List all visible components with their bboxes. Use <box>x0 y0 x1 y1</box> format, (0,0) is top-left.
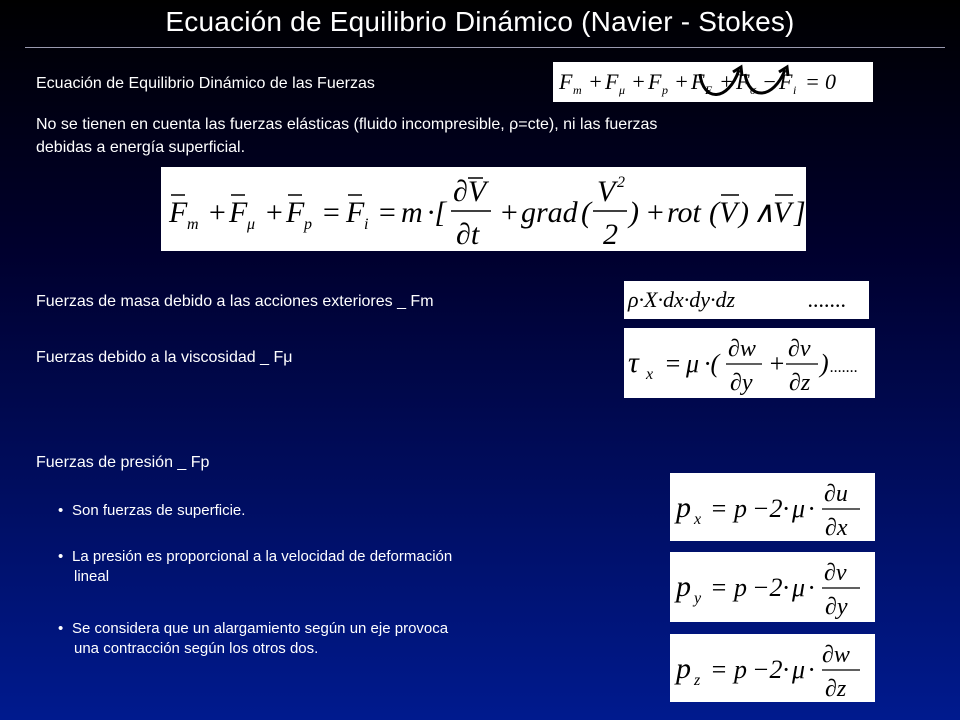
svg-text:F: F <box>559 69 573 94</box>
svg-text:·[: ·[ <box>427 196 447 229</box>
svg-text:μ: μ <box>792 655 806 684</box>
svg-text:): ) <box>739 196 749 229</box>
svg-text:+: + <box>588 69 603 94</box>
svg-text:+: + <box>207 196 228 229</box>
svg-text:−2·: −2· <box>752 655 790 684</box>
svg-text:+: + <box>674 69 689 94</box>
svg-text:p: p <box>734 494 747 523</box>
svg-text:): ) <box>629 196 639 229</box>
svg-text:F: F <box>346 196 365 229</box>
heading-equilibrio: Ecuación de Equilibrio Dinámico de las Fuerzas <box>36 75 375 92</box>
svg-text:]: ] <box>794 196 806 229</box>
svg-text:−2·: −2· <box>752 573 790 602</box>
svg-text:F: F <box>605 69 619 94</box>
bullet-dot-icon: • <box>58 502 64 519</box>
svg-text:ρ·X·dx·dy·dz: ρ·X·dx·dy·dz <box>628 287 736 312</box>
svg-text:+: + <box>631 69 646 94</box>
svg-text:μ: μ <box>686 349 700 378</box>
svg-text:p: p <box>734 655 747 684</box>
formula-presion-y <box>670 552 875 622</box>
svg-text:p: p <box>676 491 691 524</box>
svg-text:F: F <box>229 196 248 229</box>
svg-text:+: + <box>264 196 285 229</box>
svg-text:=: = <box>377 196 398 229</box>
bullet-text: Se considera que un alargamiento según un eje provoca <box>72 620 449 637</box>
svg-text:x: x <box>646 366 654 383</box>
formula-navier-stokes <box>161 167 806 251</box>
svg-text:·: · <box>808 573 815 602</box>
svg-text:F: F <box>779 69 793 94</box>
svg-text:∂u: ∂u <box>824 481 848 507</box>
svg-text:V: V <box>597 175 616 208</box>
svg-text:2: 2 <box>617 174 625 191</box>
note-line-2: debidas a energía superficial. <box>36 139 246 156</box>
svg-text:m: m <box>573 83 582 97</box>
slide-title: Ecuación de Equilibrio Dinámico (Navier - Stokes) <box>165 6 795 37</box>
label-fuerzas-viscosidad: Fuerzas debido a la viscosidad _ Fμ <box>36 349 293 366</box>
svg-text:.......: ....... <box>808 287 847 312</box>
svg-text:grad: grad <box>521 196 578 229</box>
svg-text:−2·: −2· <box>752 494 790 523</box>
svg-text:∂z: ∂z <box>789 370 811 396</box>
svg-text:F: F <box>691 69 705 94</box>
svg-text:=: = <box>710 655 728 684</box>
svg-text:∂w: ∂w <box>728 336 756 362</box>
bullet-text-continued: una contracción según los otros dos. <box>74 640 319 657</box>
svg-text:p: p <box>662 83 668 97</box>
bullet-item-1 <box>58 501 245 521</box>
svg-text:∂v: ∂v <box>788 336 811 362</box>
svg-text:=: = <box>710 494 728 523</box>
svg-text:y: y <box>694 590 702 607</box>
svg-text:x: x <box>694 511 702 528</box>
svg-text:(: ( <box>581 196 591 229</box>
formula-fuerzas-masa <box>624 281 869 319</box>
formula-presion-z <box>670 634 875 702</box>
svg-text:∂v: ∂v <box>824 560 847 586</box>
svg-text:(: ( <box>709 196 719 229</box>
svg-text:): ) <box>820 349 829 378</box>
svg-text:+: + <box>719 69 734 94</box>
svg-text:·: · <box>808 494 815 523</box>
svg-text:z: z <box>694 672 701 689</box>
svg-text:·(: ·( <box>704 349 720 378</box>
svg-text:0: 0 <box>825 69 836 94</box>
svg-text:μ: μ <box>792 494 806 523</box>
svg-text:m: m <box>401 196 423 229</box>
bullet-text: La presión es proporcional a la velocidad de deformación <box>72 548 453 565</box>
title-divider <box>25 47 945 48</box>
bullet-item-3 <box>58 619 448 659</box>
svg-text:∂V: ∂V <box>453 175 487 208</box>
svg-text:μ: μ <box>619 83 626 97</box>
bullet-text: Son fuerzas de superficie. <box>72 502 246 519</box>
svg-text:=: = <box>805 69 820 94</box>
bullet-text-continued: lineal <box>74 568 110 585</box>
svg-text:∂x: ∂x <box>825 515 848 541</box>
svg-text:p: p <box>304 216 312 233</box>
note-line-1: No se tienen en cuenta las fuerzas elásticas (fluido incompresible, ρ=cte), ni las fuerzas <box>36 116 658 133</box>
svg-text:+: + <box>645 196 666 229</box>
label-fuerzas-masa: Fuerzas de masa debido a las acciones exteriores _ Fm <box>36 293 434 310</box>
svg-text:.......: ....... <box>830 359 858 376</box>
svg-text:2: 2 <box>603 218 618 251</box>
svg-text:rot: rot <box>667 196 701 229</box>
bullet-item-2 <box>58 547 452 587</box>
svg-text:∂y: ∂y <box>730 370 753 396</box>
svg-text:p: p <box>734 573 747 602</box>
svg-text:F: F <box>648 69 662 94</box>
svg-text:−: − <box>762 69 777 94</box>
svg-text:μ: μ <box>247 216 256 233</box>
svg-text:μ: μ <box>792 573 806 602</box>
svg-text:V: V <box>773 196 792 229</box>
formula-presion-x <box>670 473 875 541</box>
svg-text:m: m <box>187 216 199 233</box>
formula-viscosidad <box>624 328 875 398</box>
svg-text:F: F <box>736 69 750 94</box>
svg-text:+: + <box>499 196 520 229</box>
svg-text:=: = <box>664 349 682 378</box>
svg-text:p: p <box>676 570 691 603</box>
svg-text:τ: τ <box>628 346 639 379</box>
svg-text:∂z: ∂z <box>825 676 847 702</box>
svg-text:F: F <box>286 196 305 229</box>
svg-text:p: p <box>676 652 691 685</box>
svg-text:E: E <box>705 83 713 97</box>
svg-text:V: V <box>719 196 738 229</box>
formula-equilibrio-fuerzas <box>553 62 873 102</box>
svg-text:∂y: ∂y <box>825 594 848 620</box>
svg-text:∂t: ∂t <box>456 218 480 251</box>
svg-text:=: = <box>321 196 342 229</box>
svg-text:=: = <box>710 573 728 602</box>
svg-text:F: F <box>169 196 188 229</box>
svg-text:·: · <box>808 655 815 684</box>
label-fuerzas-presion: Fuerzas de presión _ Fp <box>36 454 210 471</box>
svg-text:σ: σ <box>750 83 756 97</box>
bullet-dot-icon: • <box>58 548 64 565</box>
svg-text:+: + <box>768 349 786 378</box>
bullet-dot-icon: • <box>58 620 64 637</box>
svg-text:i: i <box>364 216 369 233</box>
svg-text:∂w: ∂w <box>822 642 850 668</box>
svg-text:i: i <box>793 83 797 97</box>
svg-text:∧: ∧ <box>753 196 775 229</box>
